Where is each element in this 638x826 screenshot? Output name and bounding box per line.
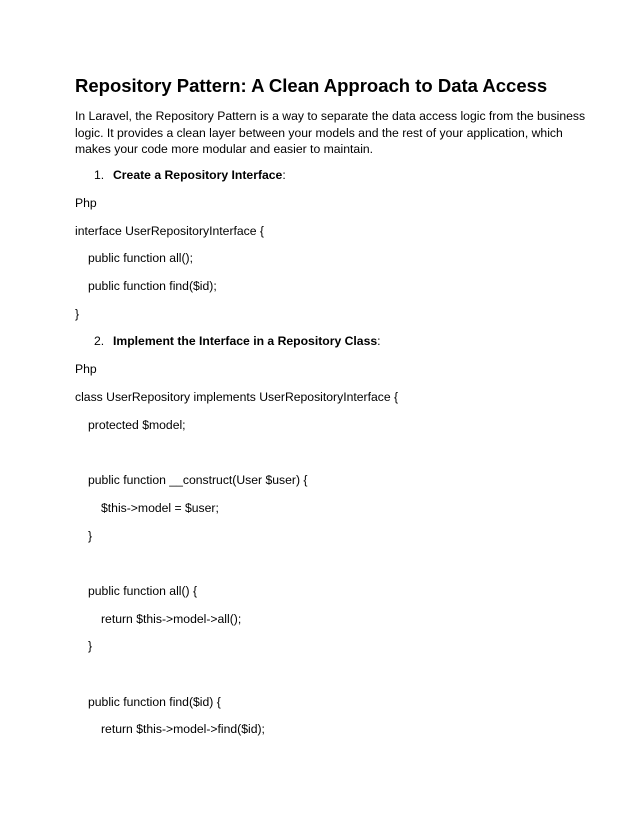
intro-paragraph xyxy=(75,108,586,158)
code-line: } xyxy=(75,307,80,321)
code-line: } xyxy=(88,529,93,543)
intro-line: In Laravel, the Repository Pattern is a way to separate the data access logic from the business xyxy=(75,109,586,123)
code-line: class UserRepository implements UserRepositoryInterface { xyxy=(75,390,399,404)
code-line: interface UserRepositoryInterface { xyxy=(75,224,264,238)
code-line: public function __construct(User $user) { xyxy=(88,473,308,487)
step-suffix: : xyxy=(282,168,286,182)
document-title: Repository Pattern: A Clean Approach to Data Access xyxy=(75,75,548,96)
step-number: 1. xyxy=(94,168,105,182)
code-line: } xyxy=(88,639,93,653)
code-line: return $this->model->find($id); xyxy=(101,722,265,736)
intro-line: makes your code more modular and easier to maintain. xyxy=(75,142,374,156)
code-language-label: Php xyxy=(75,196,97,210)
code-line: public function find($id) { xyxy=(88,695,221,709)
step-heading-1 xyxy=(94,167,286,183)
step-title: Implement the Interface in a Repository Class xyxy=(113,334,378,348)
code-line: return $this->model->all(); xyxy=(101,612,242,626)
code-line: public function find($id); xyxy=(88,279,217,293)
step-number: 2. xyxy=(94,334,105,348)
intro-line: logic. It provides a clean layer between your models and the rest of your application, which xyxy=(75,125,563,140)
code-line: $this->model = $user; xyxy=(101,501,219,515)
step-title: Create a Repository Interface xyxy=(113,168,283,182)
code-line: public function all(); xyxy=(88,251,193,265)
step-suffix: : xyxy=(377,334,381,348)
code-language-label: Php xyxy=(75,362,97,376)
step-heading-2 xyxy=(94,333,381,349)
code-line: protected $model; xyxy=(88,418,186,432)
code-line: public function all() { xyxy=(88,584,198,598)
